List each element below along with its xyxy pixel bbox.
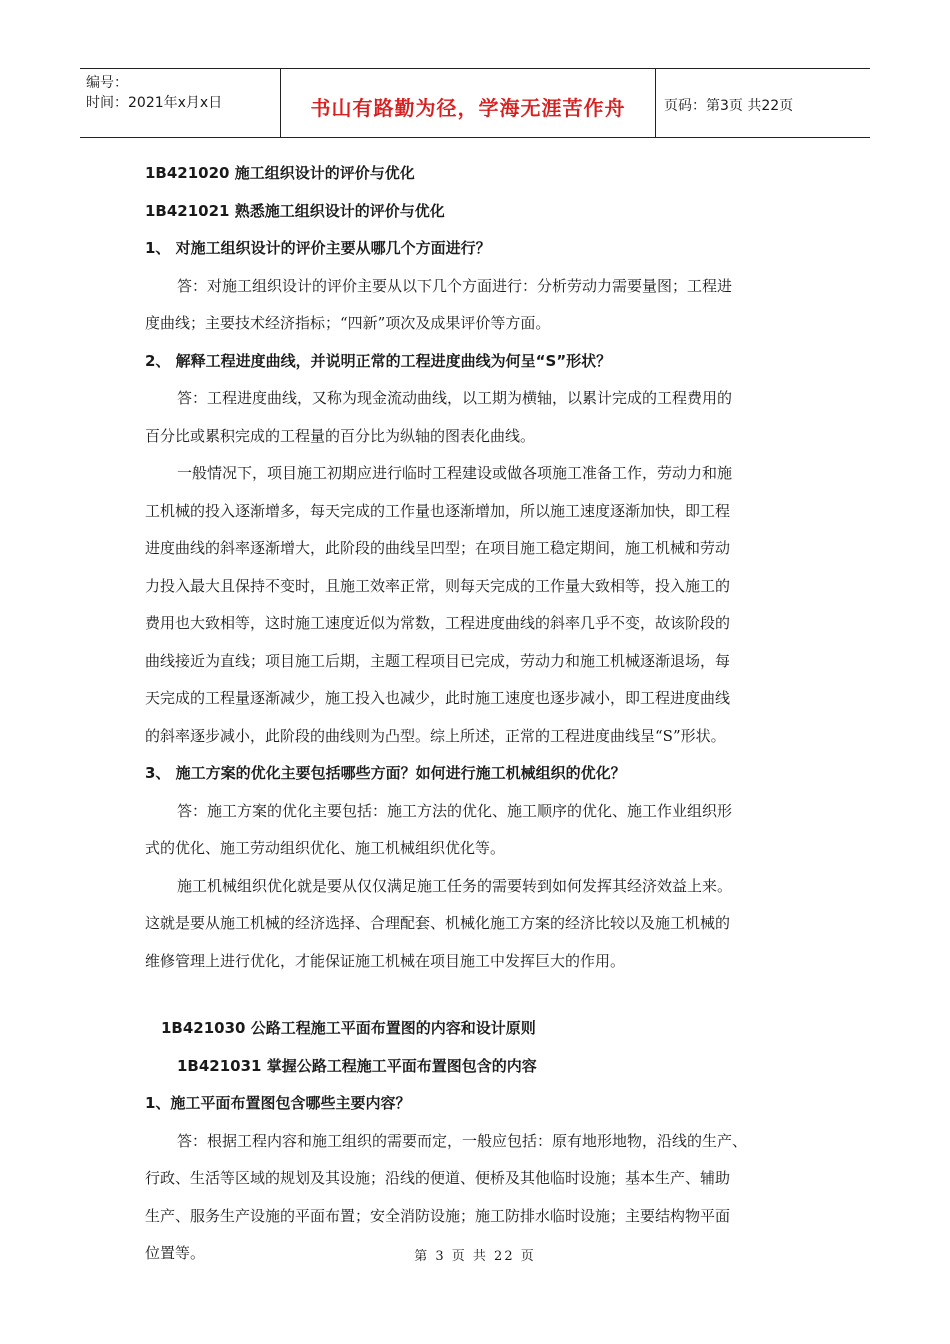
page-header — [80, 68, 870, 138]
heading-line: 3、 施工方案的优化主要包括哪些方面？如何进行施工机械组织的优化？ — [145, 764, 626, 782]
header-left-cell — [80, 69, 280, 137]
heading-line: 1、 对施工组织设计的评价主要从哪几个方面进行？ — [145, 239, 491, 257]
text-line: 施工机械组织优化就是要从仅仅满足施工任务的需要转到如何发挥其经济效益上来。 — [177, 876, 733, 895]
text-line: 力投入最大且保持不变时，且施工效率正常，则每天完成的工作量大致相等，投入施工的 — [145, 576, 731, 595]
footer-page-number: 第 3 页 共 22 页 — [414, 1249, 536, 1264]
section-spacer — [145, 980, 810, 1010]
text-line: 天完成的工程量逐渐减少，施工投入也减少，此时施工速度也逐步减小，即工程进度曲线 — [145, 689, 731, 707]
heading-line: 1B421031 掌握公路工程施工平面布置图包含的内容 — [177, 1056, 537, 1075]
text-line: 一般情况下，项目施工初期应进行临时工程建设或做各项施工准备工作，劳动力和施 — [177, 464, 733, 482]
time-label: 时间：2021年x月x日 — [86, 95, 223, 111]
text-line: 百分比或累积完成的工程量的百分比为纵轴的图表化曲线。 — [145, 426, 536, 445]
motto-text: 书山有路勤为径，学海无涯苦作舟 — [310, 95, 626, 120]
page-info-text: 页码：第3页 共22页 — [664, 98, 794, 114]
text-line: 维修管理上进行优化，才能保证施工机械在项目施工中发挥巨大的作用。 — [145, 951, 626, 970]
text-line: 生产、服务生产设施的平面布置；安全消防设施；施工防排水临时设施；主要结构物平面 — [145, 1206, 731, 1225]
text-line: 答：根据工程内容和施工组织的需要而定，一般应包括：原有地形地物，沿线的生产、 — [177, 1131, 748, 1150]
heading-line: 2、 解释工程进度曲线，并说明正常的工程进度曲线为何呈“S”形状？ — [145, 351, 612, 370]
text-line: 的斜率逐步减小，此阶段的曲线则为凸型。综上所述，正常的工程进度曲线呈“S”形状。 — [145, 726, 726, 745]
motto-cell — [280, 69, 656, 137]
heading-line: 1B421020 施工组织设计的评价与优化 — [145, 164, 415, 182]
text-line: 工机械的投入逐渐增多，每天完成的工作量也逐渐增加，所以施工速度逐渐加快，即工程 — [145, 501, 731, 520]
heading-line: 1B421030 公路工程施工平面布置图的内容和设计原则 — [161, 1019, 536, 1037]
heading-line: 1B421021 熟悉施工组织设计的评价与优化 — [145, 201, 445, 220]
code-label: 编号： — [86, 75, 128, 91]
document-body — [145, 155, 810, 1273]
text-line: 答：施工方案的优化主要包括：施工方法的优化、施工顺序的优化、施工作业组织形 — [177, 801, 733, 820]
text-line: 曲线接近为直线；项目施工后期，主题工程项目已完成，劳动力和施工机械逐渐退场，每 — [145, 651, 731, 670]
text-line: 答：对施工组织设计的评价主要从以下几个方面进行：分析劳动力需要量图；工程进 — [177, 276, 733, 295]
text-line: 这就是要从施工机械的经济选择、合理配套、机械化施工方案的经济比较以及施工机械的 — [145, 914, 731, 932]
text-line: 进度曲线的斜率逐渐增大，此阶段的曲线呈凹型；在项目施工稳定期间，施工机械和劳动 — [145, 539, 731, 557]
heading-line: 1、施工平面布置图包含哪些主要内容？ — [145, 1094, 411, 1112]
text-line: 位置等。 — [145, 1244, 206, 1262]
text-line: 式的优化、施工劳动组织优化、施工机械组织优化等。 — [145, 839, 506, 857]
page-info-cell — [656, 69, 870, 137]
text-line: 行政、生活等区域的规划及其设施；沿线的便道、便桥及其他临时设施；基本生产、辅助 — [145, 1169, 731, 1187]
page-footer — [0, 1245, 950, 1264]
text-line: 度曲线；主要技术经济指标；“四新”项次及成果评价等方面。 — [145, 314, 551, 332]
text-line: 费用也大致相等，这时施工速度近似为常数，工程进度曲线的斜率几乎不变，故该阶段的 — [145, 614, 731, 632]
text-line: 答：工程进度曲线，又称为现金流动曲线，以工期为横轴，以累计完成的工程费用的 — [177, 389, 733, 407]
